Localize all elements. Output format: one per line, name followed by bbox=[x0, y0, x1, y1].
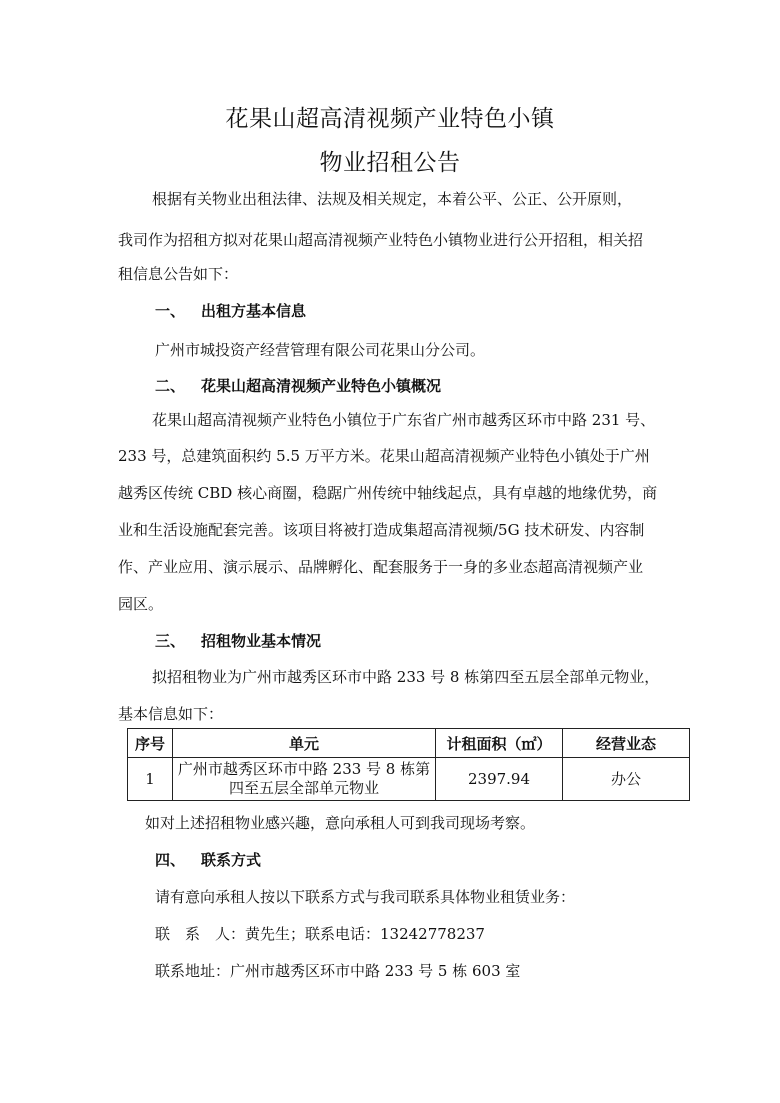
section-2-line-1: 花果山超高清视频产业特色小镇位于广东省广州市越秀区环市中路 231 号、 bbox=[152, 411, 656, 429]
table-row bbox=[128, 758, 690, 801]
table-header-row bbox=[128, 729, 690, 758]
section-3-line-2: 基本信息如下： bbox=[118, 705, 224, 723]
after-table-note: 如对上述招租物业感兴趣，意向承租人可到我司现场考察。 bbox=[145, 814, 536, 832]
section-1-heading bbox=[155, 301, 306, 321]
section-3-number: 三、 bbox=[155, 632, 186, 650]
section-2-title: 花果山超高清视频产业特色小镇概况 bbox=[201, 377, 442, 395]
section-4-number: 四、 bbox=[155, 851, 186, 869]
header-serial: 序号 bbox=[128, 729, 173, 758]
section-2-line-6: 园区。 bbox=[118, 595, 164, 613]
cell-unit bbox=[173, 758, 436, 801]
cell-serial: 1 bbox=[128, 758, 173, 801]
intro-line-2: 我司作为招租方拟对花果山超高清视频产业特色小镇物业进行公开招租，相关招 bbox=[118, 231, 644, 249]
section-4-heading bbox=[155, 850, 261, 870]
header-area: 计租面积（㎡） bbox=[436, 729, 563, 758]
section-2-line-3: 越秀区传统 CBD 核心商圈，稳踞广州传统中轴线起点，具有卓越的地缘优势，商 bbox=[118, 484, 658, 502]
property-table bbox=[127, 728, 690, 801]
section-2-line-4: 业和生活设施配套完善。该项目将被打造成集超高清视频/5G 技术研发、内容制 bbox=[118, 521, 645, 539]
section-2-heading bbox=[155, 376, 441, 396]
section-2-line-2: 233 号，总建筑面积约 5.5 万平方米。花果山超高清视频产业特色小镇处于广州 bbox=[118, 447, 650, 465]
section-4-line-1: 请有意向承租人按以下联系方式与我司联系具体物业租赁业务： bbox=[155, 888, 576, 906]
header-unit: 单元 bbox=[173, 729, 436, 758]
section-3-line-1: 拟招租物业为广州市越秀区环市中路 233 号 8 栋第四至五层全部单元物业， bbox=[152, 668, 660, 686]
title-line-2: 物业招租公告 bbox=[319, 150, 461, 176]
cell-unit-line-1: 广州市越秀区环市中路 233 号 8 栋第 bbox=[177, 760, 431, 778]
section-2-number: 二、 bbox=[155, 377, 186, 395]
header-use: 经营业态 bbox=[563, 729, 690, 758]
section-1-number: 一、 bbox=[155, 302, 186, 320]
section-1-title: 出租方基本信息 bbox=[201, 302, 307, 320]
contact-person-line: 联 系 人：黄先生；联系电话：13242778237 bbox=[155, 925, 485, 943]
cell-unit-line-2: 四至五层全部单元物业 bbox=[228, 779, 379, 797]
section-3-heading bbox=[155, 631, 321, 651]
contact-address-line: 联系地址：广州市越秀区环市中路 233 号 5 栋 603 室 bbox=[155, 962, 521, 980]
section-2-line-5: 作、产业应用、演示展示、品牌孵化、配套服务于一身的多业态超高清视频产业 bbox=[118, 558, 644, 576]
intro-line-1: 根据有关物业出租法律、法规及相关规定，本着公平、公正、公开原则， bbox=[152, 190, 633, 208]
section-1-body: 广州市城投资产经营管理有限公司花果山分公司。 bbox=[155, 341, 486, 359]
cell-area: 2397.94 bbox=[436, 758, 563, 801]
section-4-title: 联系方式 bbox=[201, 851, 262, 869]
cell-use: 办公 bbox=[563, 758, 690, 801]
title-line-1: 花果山超高清视频产业特色小镇 bbox=[225, 106, 555, 132]
intro-line-3: 租信息公告如下： bbox=[118, 265, 239, 283]
section-3-title: 招租物业基本情况 bbox=[201, 632, 322, 650]
